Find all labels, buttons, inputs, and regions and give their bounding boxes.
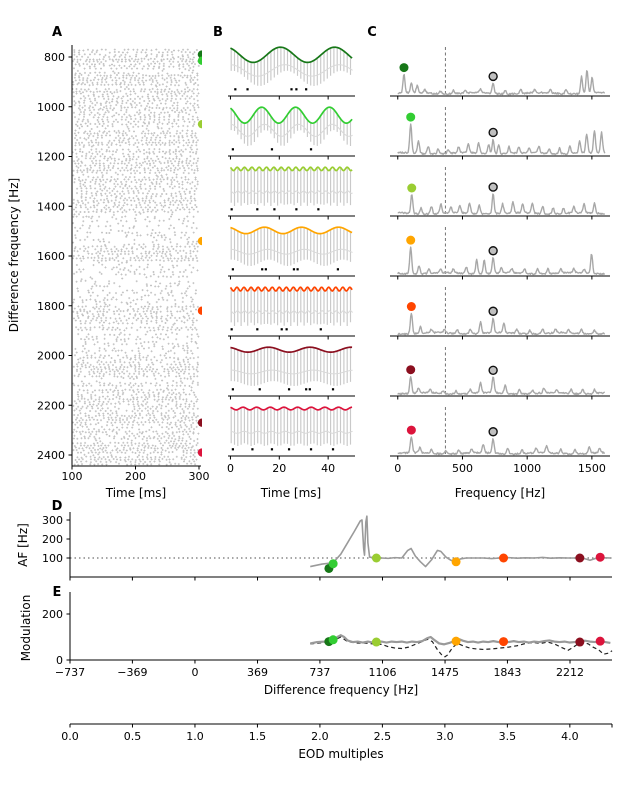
beat-carrier [231,168,350,206]
panel-b-xlabel: Time [ms] [260,486,322,500]
power-spectrum [398,124,605,154]
panel-e-xtick-label: −369 [117,666,148,679]
panel-e-xtick-label: 1475 [431,666,460,679]
spike-dot [259,388,261,390]
panel-c-row [390,347,610,400]
spike-dot [310,148,312,150]
eod-peak-circle [489,247,497,255]
panel-a-xtick-label: 100 [61,470,83,483]
eod-peak-circle [489,183,497,191]
modulation-dot [372,638,381,647]
spike-dot [231,208,233,210]
panel-c-label: C [367,25,377,40]
panel-e-xtick-label: 737 [309,666,331,679]
am-peak-dot [407,184,416,193]
modulation-dot [452,637,461,646]
spike-dot [286,328,288,330]
panel-b-row [228,347,355,399]
panel-e-xlabel: Difference frequency [Hz] [263,683,419,697]
spike-dot [232,148,234,150]
spike-dot [251,448,253,450]
panel-e-xtick-label: 2212 [556,666,585,679]
panel-a-ytick-label: 2200 [37,399,65,413]
panel-c-xtick-label: 1500 [577,462,606,475]
spike-dot [295,208,297,210]
eod-xtick-label: 4.0 [561,730,579,743]
spike-dot [305,88,307,90]
am-peak-dot [399,63,408,72]
spike-dot [265,268,267,270]
spike-dot [256,328,258,330]
power-spectrum [398,314,605,335]
panel-e-ytick-label: 0 [56,654,63,667]
spike-dot [297,268,299,270]
beat-carrier [231,348,350,386]
eod-peak-circle [489,366,497,374]
panel-b-row [228,287,355,339]
panel-d-ytick-label: 100 [42,552,63,565]
spike-dot [288,448,290,450]
panel-a-raster [72,49,200,466]
panel-d-axes [70,512,612,577]
modulation-dot [575,638,584,647]
panel-a-ytick-label: 1000 [37,100,65,114]
panel-b-row [228,107,355,159]
panel-b-xtick-label: 40 [321,462,336,475]
spike-dot [305,388,307,390]
beat-envelope [230,347,352,352]
panel-a-xtick-label: 300 [188,470,210,483]
panel-d-ytick-label: 200 [42,533,63,546]
panel-c-row [390,287,610,340]
panel-e [19,585,612,697]
eod-peak-circle [489,128,497,136]
eod-xtick-label: 1.0 [186,730,204,743]
panel-a-ytick-label: 800 [44,51,65,64]
spike-dot [281,328,283,330]
spike-dot [310,448,312,450]
panel-c-xlabel: Frequency [Hz] [454,486,546,500]
panel-b [213,25,355,500]
panel-c-xtick-label: 1000 [513,462,542,475]
am-peak-dot [407,302,416,311]
spike-dot [256,208,258,210]
beat-envelope [230,407,352,410]
af-dot [575,554,584,563]
panel-e-ylabel: Modulation [19,594,33,662]
spike-dot [273,208,275,210]
panel-b-row [228,227,355,279]
spike-dot [261,268,263,270]
panel-c-row [390,167,610,220]
power-spectrum [398,377,605,395]
panel-a [7,25,210,500]
af-dot [372,554,381,563]
panel-d [16,499,612,581]
spike-dot [234,88,236,90]
panel-a-ytick-label: 1800 [37,299,65,313]
panel-e-xtick-label: 369 [247,666,269,679]
panel-c-xtick-label: 500 [451,462,473,475]
panel-a-ylabel: Difference frequency [Hz] [7,177,21,333]
panel-c-xtick-label: 0 [394,462,402,475]
spike-dot [295,88,297,90]
spike-dot [271,148,273,150]
eod-xtick-label: 2.5 [373,730,392,743]
af-dot [452,557,461,566]
panel-b-label: B [213,25,223,40]
beat-carrier [231,108,350,146]
panel-a-ytick-label: 2000 [37,349,65,363]
spike-dot [231,328,233,330]
spike-dot [332,448,334,450]
spike-dot [309,388,311,390]
panel-b-xtick-label: 20 [272,462,287,475]
panel-c-row [390,227,610,280]
beat-carrier [231,288,350,326]
panel-e-axes [70,592,612,660]
eod-xtick-label: 2.0 [311,730,329,743]
eod-xtick-label: 1.5 [248,730,267,743]
spike-dot [288,388,290,390]
power-spectrum [398,437,605,454]
spike-dot [232,448,234,450]
spike-dot [246,88,248,90]
am-peak-dot [407,426,416,435]
eod-xtick-label: 0.0 [61,730,79,743]
am-peak-dot [406,236,415,245]
panel-a-xlabel: Time [ms] [105,486,167,500]
eod-xtick-label: 3.5 [498,730,517,743]
power-spectrum [398,247,605,274]
panel-c-row [390,107,610,160]
af-dot [499,554,508,563]
panel-c [367,25,610,500]
beat-envelope [230,287,352,291]
spike-dot [232,388,234,390]
am-peak-dot [406,365,415,374]
panel-a-df-marker [198,237,202,245]
beat-carrier [231,408,350,446]
spike-dot [290,88,292,90]
eod-xtick-label: 0.5 [123,730,142,743]
spike-dot [317,208,319,210]
panel-d-ytick-label: 300 [42,514,63,527]
panel-e-xtick-label: 1106 [368,666,397,679]
panel-a-ytick-label: 1600 [37,250,65,263]
panel-e-ytick-label: 200 [42,608,63,621]
spike-dot [293,268,295,270]
eod-peak-circle [489,72,497,80]
panel-c-row [390,407,610,475]
panel-a-ytick-label: 1400 [37,200,65,214]
panel-a-df-marker [198,120,202,128]
am-peak-dot [406,113,415,122]
eod-peak-circle [489,307,497,315]
panel-e-xtick-label: 0 [191,666,199,679]
spike-dot [271,448,273,450]
panel-b-row [228,167,355,219]
panel-a-xtick-label: 200 [125,470,146,483]
eod-xtick-label: 3.0 [436,730,454,743]
panel-b-row [228,47,355,99]
spike-dot [320,328,322,330]
power-spectrum [398,194,605,214]
panel-b-row [227,407,355,475]
af-dot [329,559,338,568]
panel-a-ytick-label: 1200 [37,150,65,164]
eod-peak-circle [489,428,497,436]
eod-axis [61,724,612,761]
panel-d-label: D [51,499,63,514]
modulation-dot [596,637,605,646]
eod-xlabel: EOD multiples [298,747,384,761]
panel-e-xtick-label: −737 [54,666,86,679]
panel-a-df-marker [198,307,202,315]
panel-c-row [390,47,610,100]
panel-a-label: A [51,25,63,40]
panel-d-ylabel: AF [Hz] [16,523,30,567]
panel-a-df-marker [198,418,202,426]
spike-dot [337,268,339,270]
panel-a-ytick-label: 2400 [37,449,65,462]
panel-b-xtick-label: 0 [226,462,234,475]
panel-e-xtick-label: 1843 [493,666,522,679]
af-line [310,516,610,566]
panel-e-label: E [52,585,62,600]
panel-a-df-marker [198,57,202,65]
spike-dot [332,388,334,390]
af-dot [596,553,605,562]
power-spectrum [398,71,605,95]
beat-carrier [231,48,350,86]
modulation-dot [499,637,508,646]
modulation-dot [329,635,338,644]
spike-dot [232,268,234,270]
